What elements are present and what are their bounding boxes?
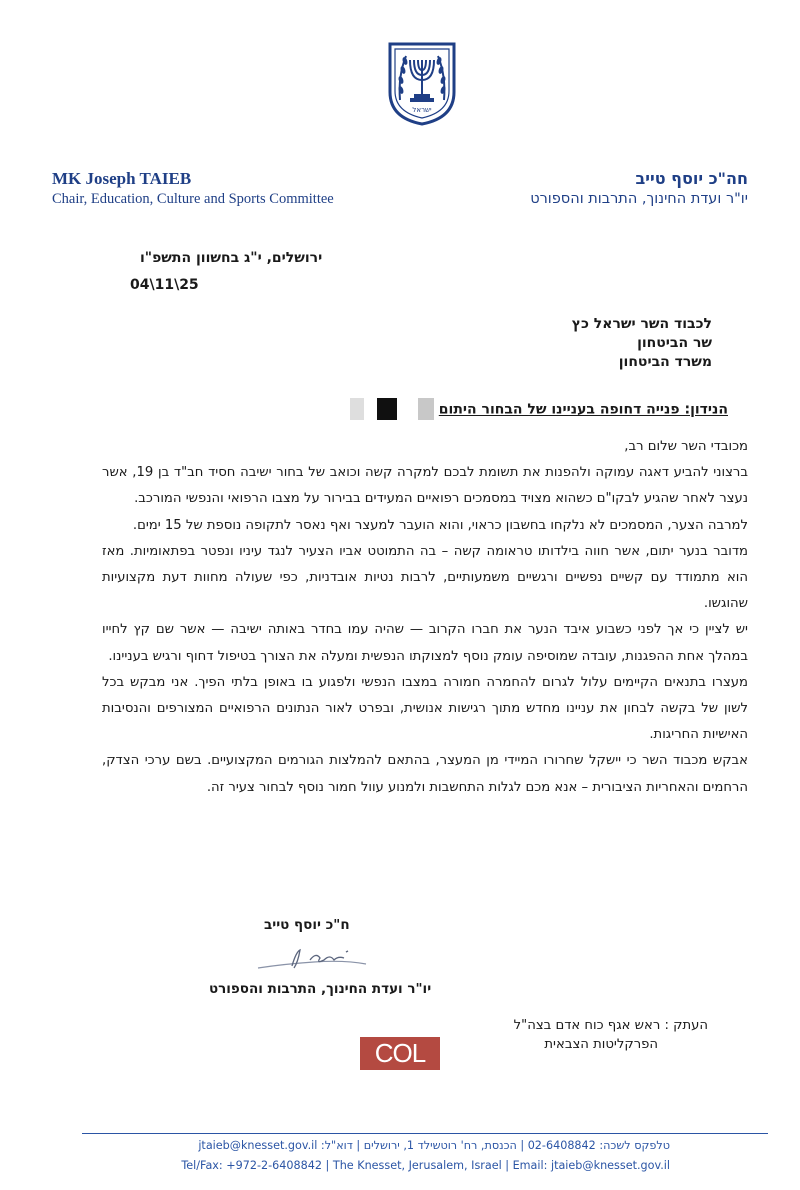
letter-date-numeric: 04\11\25 xyxy=(130,277,199,293)
recipient-line: משרד הביטחון xyxy=(618,354,712,370)
handwritten-signature xyxy=(254,942,370,976)
body-paragraph: ברצוני להביע דאגה עמוקה ולהפנות את תשומת לבכם למקרה קשה וכואב של בחור ישיבה חסיד חב"ד בן 19, אשר נעצר לאחר שהגיע לבקו"ם כשהוא מצויד במסמכים רפואיים המעידים בבירור על מצבו הרפואי והנפשי המורכב. xyxy=(102,465,748,507)
recipient-block xyxy=(572,315,712,372)
greeting: מכובדי השר שלום רב, xyxy=(624,439,748,454)
cc-block xyxy=(514,1016,708,1054)
body-paragraph: למרבה הצער, המסמכים לא נלקחו בחשבון כראוי, והוא הועבר למעצר ואף נאסר לתקופה נוספת של 15 ימים. xyxy=(132,517,748,533)
cc-line: העתק : ראש אגף כוח אדם בצה"ל xyxy=(513,1018,708,1033)
subject-line xyxy=(342,398,729,420)
author-role-he: יו"ר ועדת החינוך, התרבות והספורט xyxy=(530,191,748,207)
cc-line: הפרקליטות הצבאית xyxy=(544,1037,658,1052)
svg-text:ישראל: ישראל xyxy=(412,106,432,114)
letter-body xyxy=(102,434,748,801)
footer-contact-en: Tel/Fax: +972-2-6408842 | The Knesset, Jerusalem, Israel | Email: jtaieb@knesset.gov.il xyxy=(181,1159,670,1172)
redaction-mark xyxy=(418,398,434,420)
signature-role: יו"ר ועדת החינוך, התרבות והספורט xyxy=(209,981,432,997)
footer-contact-he: טלפקס לשכה: 02-6408842 | הכנסת, רח' רוטשילד 1, ירושלים | דוא"ל: jtaieb@knesset.gov.il xyxy=(198,1139,670,1152)
author-name-he: חה"כ יוסף טייב xyxy=(635,169,748,188)
signature-name: ח"כ יוסף טייב xyxy=(264,917,350,933)
subject-text: הנידון: פנייה דחופה בעניינו של הבחור היתום xyxy=(438,401,728,418)
redaction-mark xyxy=(377,398,397,420)
state-emblem-icon xyxy=(386,40,458,126)
body-paragraph: אבקש מכבוד השר כי יישקל שחרורו המיידי מן המעצר, בהתאם להמלצות הגורמים המקצועיים. בשם ערכי הצדק, הרחמים והאחריות הציבורית – אנא מכם לגלות התחשבות ולמנוע עוול חמור נוסף לבחור צעיר זה. xyxy=(102,753,748,795)
author-role-en: Chair, Education, Culture and Sports Committee xyxy=(52,191,334,207)
body-paragraph: מעצרו בתנאים הקיימים עלול לגרום להחמרה חמורה במצבו הנפשי ולפגוע בו באופן בלתי הפיך. אני מבקש בכל לשון של בקשה לבחון את עניינו מחדש מתוך רגישות אנושית, ובפרט לאור הנתונים הרפואיים המצורפים והנסיבות האישיות החריגות. xyxy=(102,674,748,743)
letter-date-hebrew: ירושלים, י"ג בחשוון התשפ"ו xyxy=(140,250,323,266)
col-watermark: COL xyxy=(360,1037,440,1070)
body-paragraph: מדובר בנער יתום, אשר חווה בילדותו טראומה קשה – בה התמוטט אביו הצעיר לנגד עיניו ונפטר בפתאומיות. מאז הוא מתמודד עם קשיים נפשיים ורגשיים משמעותיים, לרבות נטיות אובדניות, כפי שעולה מחוות דעת מקצועיות שהוגשו. xyxy=(102,543,748,612)
recipient-line: שר הביטחון xyxy=(637,335,712,351)
body-paragraph: יש לציין כי אך לפני כשבוע איבד הנער את חברו הקרוב — שהיה עמו בחדר באותה ישיבה — אשר שם קץ לחייו במהלך אחת ההפגנות, עובדה שמוסיפה עומק נוסף למצוקתו הנפשית ומעלה את הצורך בטיפול דחוף ורגיש בעניינו. xyxy=(102,622,748,664)
recipient-line: לכבוד השר ישראל כץ xyxy=(571,316,712,332)
redaction-mark xyxy=(350,398,364,420)
author-name-en: MK Joseph TAIEB xyxy=(52,169,192,188)
footer-divider xyxy=(82,1133,768,1134)
